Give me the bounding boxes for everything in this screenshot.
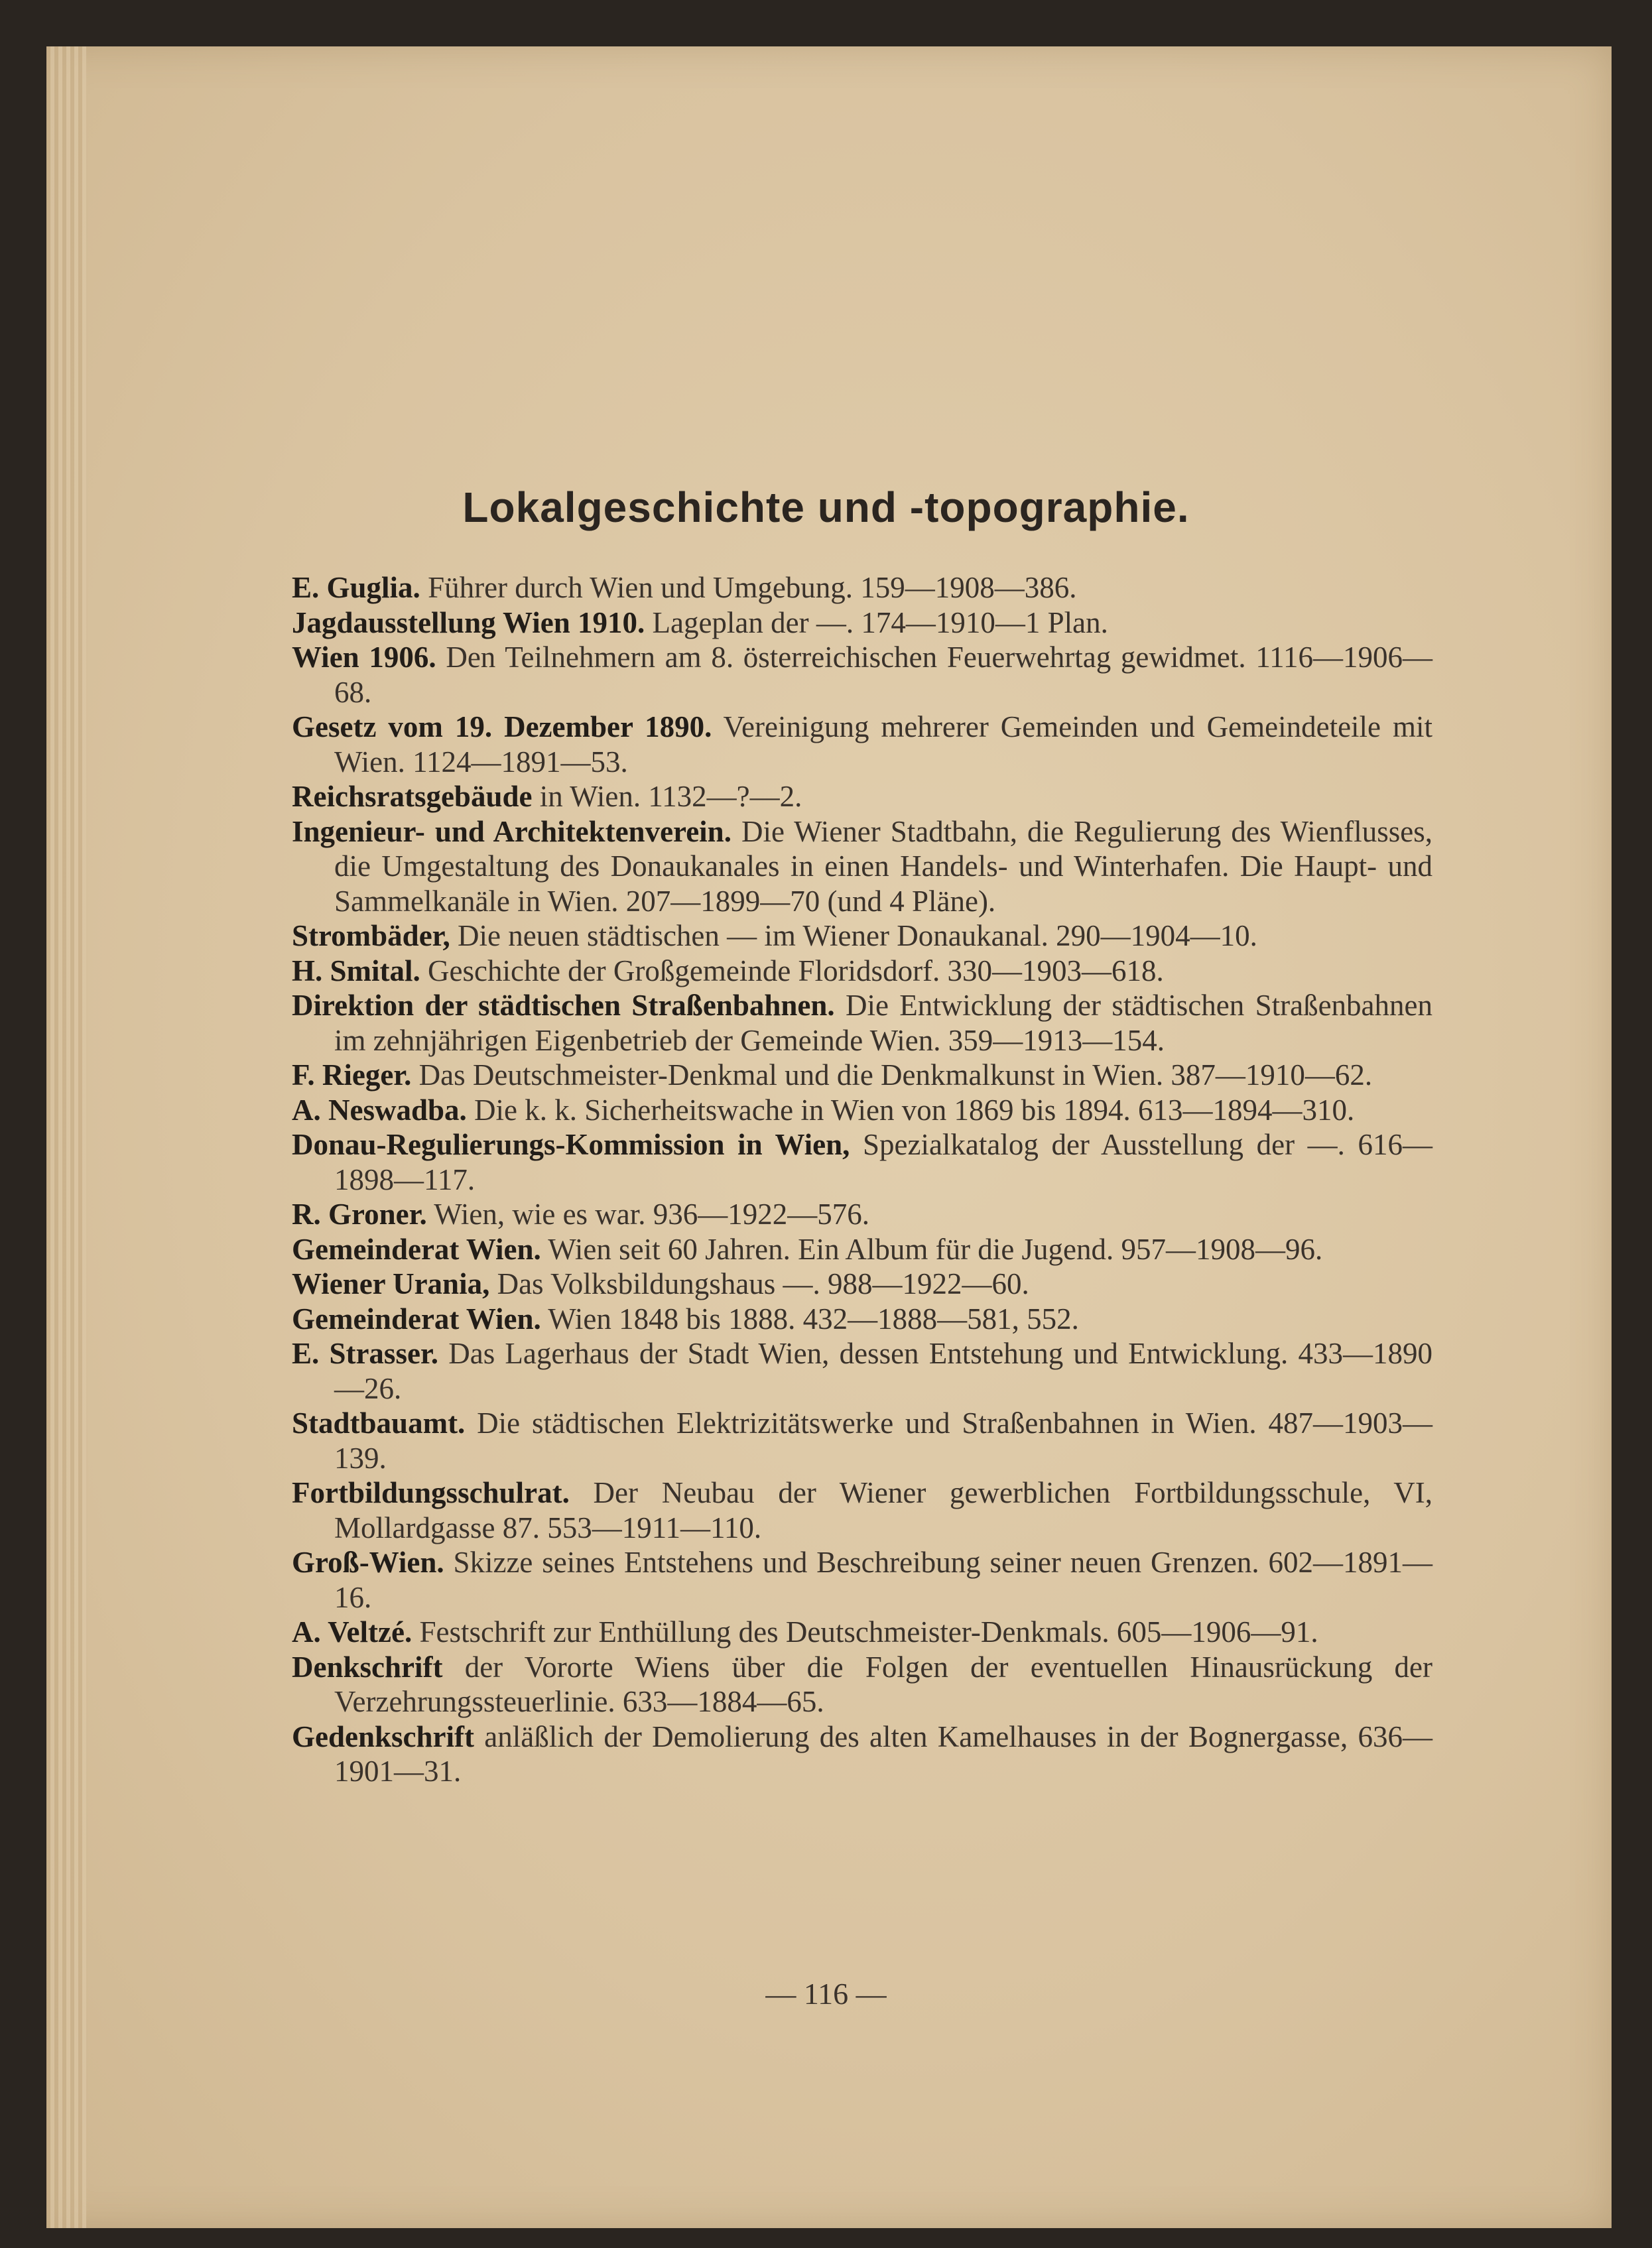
entry-author: Denkschrift — [292, 1650, 443, 1684]
entry-author: Wien 1906. — [292, 641, 436, 674]
entry-text: Die neuen städtischen — im Wiener Donaukanal. 290—1904—10. — [450, 919, 1257, 952]
bibliography-list — [292, 570, 1432, 1789]
list-item — [292, 1475, 1432, 1545]
entry-text: Wien 1848 bis 1888. 432—1888—581, 552. — [540, 1302, 1079, 1336]
entry-text: Die städtischen Elektrizitätswerke und Straßenbahnen in Wien. 487—1903—139. — [334, 1406, 1432, 1475]
page-edges — [46, 46, 86, 2228]
entry-text: Die Entwicklung der städtischen Straßenbahnen im zehnjährigen Eigenbetrieb der Gemeinde Wien. 359—1913—154. — [334, 989, 1432, 1057]
entry-text: in Wien. 1132—?—2. — [532, 780, 802, 813]
entry-text: Lageplan der —. 174—1910—1 Plan. — [645, 605, 1108, 639]
entry-author: Gedenkschrift — [292, 1719, 474, 1753]
list-item — [292, 1719, 1432, 1789]
list-item — [292, 1232, 1432, 1267]
list-item — [292, 988, 1432, 1058]
entry-text: Die Wiener Stadtbahn, die Regulierung des Wienflusses, die Umgestaltung des Donaukanales in einen Handels- und Winterhafen. Die Haupt- und Sammelkanäle in Wien. 207—1899—70 (und 4 Pläne). — [334, 814, 1432, 918]
list-item — [292, 1302, 1432, 1337]
entry-text: Das Deutschmeister-Denkmal und die Denkmalkunst in Wien. 387—1910—62. — [411, 1058, 1373, 1092]
list-item — [292, 918, 1432, 954]
entry-text: Skizze seines Entstehens und Beschreibung seiner neuen Grenzen. 602—1891—16. — [334, 1546, 1432, 1614]
entry-author: Direktion der städtischen Straßenbahnen. — [292, 989, 835, 1022]
entry-text: Den Teilnehmern am 8. österreichischen Feuerwehrtag gewidmet. 1116—1906—68. — [334, 641, 1432, 709]
list-item — [292, 570, 1432, 605]
entry-author: Wiener Urania, — [292, 1267, 490, 1300]
entry-text: Wien, wie es war. 936—1922—576. — [426, 1198, 870, 1231]
entry-author: Donau-Regulierungs-Kommission in Wien, — [292, 1128, 850, 1161]
list-item — [292, 1615, 1432, 1650]
entry-author: E. Strasser. — [292, 1337, 439, 1370]
entry-author: A. Neswadba. — [292, 1093, 467, 1127]
entry-author: Groß-Wien. — [292, 1546, 444, 1579]
entry-author: Ingenieur- und Architektenverein. — [292, 814, 731, 848]
page-title: Lokalgeschichte und -topographie. — [462, 483, 1190, 531]
entry-text: Spezialkatalog der Ausstellung der —. 616—1898—117. — [334, 1128, 1432, 1196]
entry-author: Stadtbauamt. — [292, 1406, 466, 1440]
entry-text: Das Volksbildungshaus —. 988—1922—60. — [489, 1267, 1029, 1300]
entry-author: Fortbildungsschulrat. — [292, 1476, 570, 1509]
list-item — [292, 1127, 1432, 1197]
entry-author: Reichsratsgebäude — [292, 780, 533, 813]
entry-text: Wien seit 60 Jahren. Ein Album für die Jugend. 957—1908—96. — [540, 1232, 1323, 1266]
entry-text: Die k. k. Sicherheitswache in Wien von 1869 bis 1894. 613—1894—310. — [466, 1093, 1355, 1127]
entry-text: anläßlich der Demolierung des alten Kamelhauses in der Bognergasse, 636—1901—31. — [334, 1719, 1432, 1788]
entry-author: E. Guglia. — [292, 571, 420, 604]
entry-text: Festschrift zur Enthüllung des Deutschmeister-Denkmals. 605—1906—91. — [412, 1615, 1318, 1649]
entry-text: Geschichte der Großgemeinde Floridsdorf. 330—1903—618. — [420, 954, 1164, 987]
list-item — [292, 814, 1432, 919]
entry-text: Vereinigung mehrerer Gemeinden und Gemeindeteile mit Wien. 1124—1891—53. — [334, 710, 1432, 779]
list-item — [292, 1545, 1432, 1615]
entry-author: R. Groner. — [292, 1198, 427, 1231]
list-item — [292, 1267, 1432, 1302]
entry-author: Gemeinderat Wien. — [292, 1232, 541, 1266]
list-item — [292, 605, 1432, 641]
page-number: — 116 — — [765, 1977, 887, 2011]
list-item — [292, 1336, 1432, 1406]
entry-author: Jagdausstellung Wien 1910. — [292, 605, 645, 639]
entry-author: Gesetz vom 19. Dezember 1890. — [292, 710, 712, 743]
entry-text: Der Neubau der Wiener gewerblichen Fortbildungsschule, VI, Mollardgasse 87. 553—1911—110. — [334, 1476, 1432, 1544]
list-item — [292, 954, 1432, 989]
entry-author: H. Smital. — [292, 954, 420, 987]
list-item — [292, 1406, 1432, 1475]
entry-author: Gemeinderat Wien. — [292, 1302, 541, 1336]
entry-text: der Vororte Wiens über die Folgen der eventuellen Hinausrückung der Verzehrungssteuerlinie. 633—1884—65. — [334, 1650, 1432, 1718]
list-item — [292, 1093, 1432, 1128]
entry-author: Strombäder, — [292, 919, 450, 952]
entry-author: F. Rieger. — [292, 1058, 412, 1092]
list-item — [292, 1197, 1432, 1232]
list-item — [292, 640, 1432, 710]
entry-text: Führer durch Wien und Umgebung. 159—1908—386. — [420, 571, 1077, 604]
list-item — [292, 1650, 1432, 1719]
entry-author: A. Veltzé. — [292, 1615, 413, 1649]
list-item — [292, 710, 1432, 779]
list-item — [292, 779, 1432, 814]
entry-text: Das Lagerhaus der Stadt Wien, dessen Entstehung und Entwicklung. 433—1890—26. — [334, 1337, 1432, 1405]
list-item — [292, 1058, 1432, 1093]
